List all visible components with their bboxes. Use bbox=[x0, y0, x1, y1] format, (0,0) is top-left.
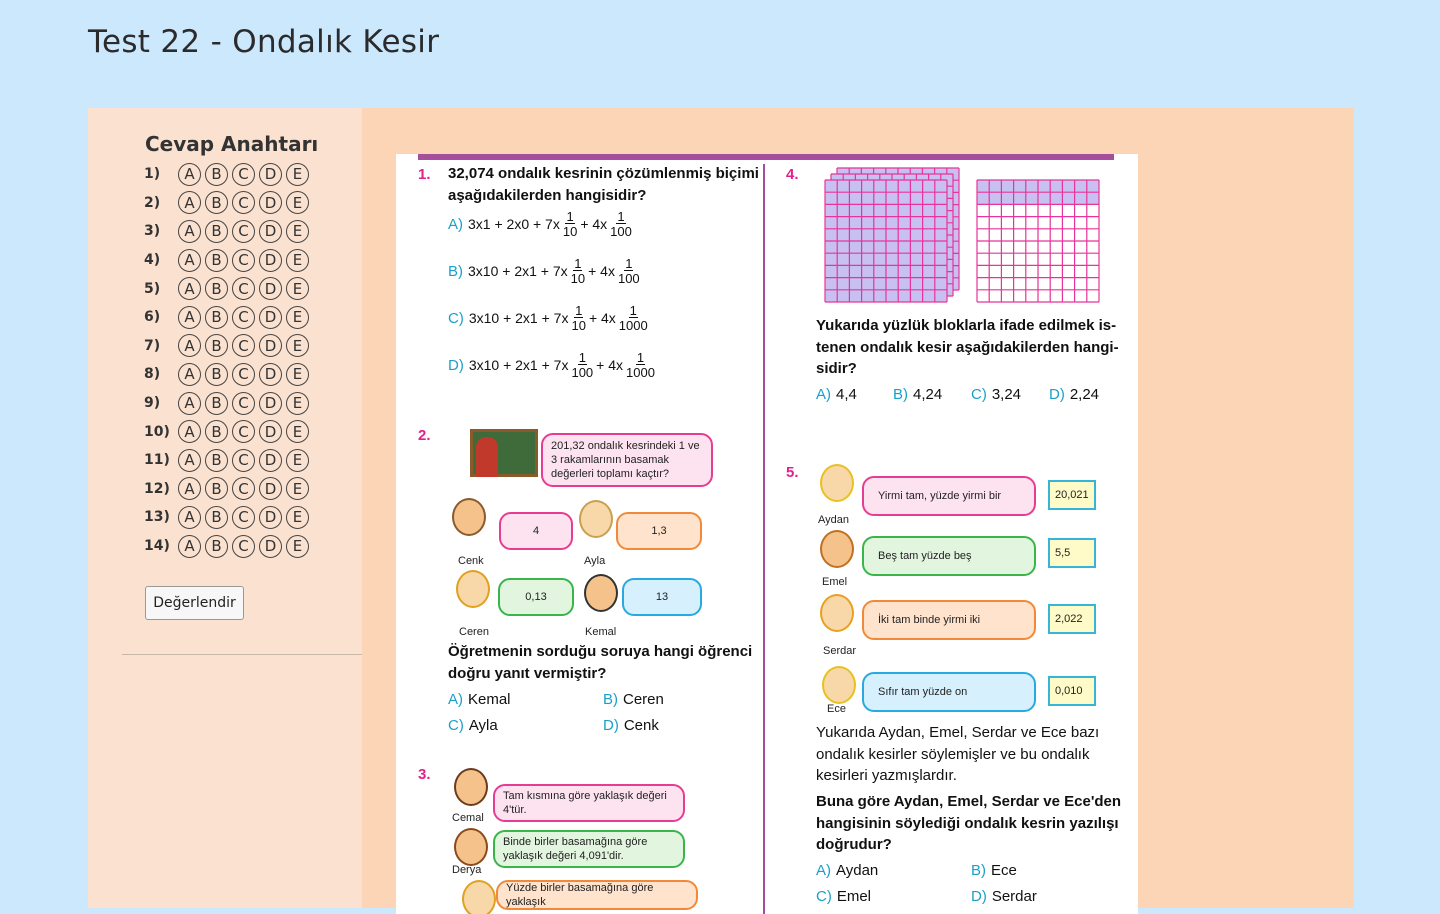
answer-row-number: 3) bbox=[144, 223, 161, 240]
question-1-choice-d: D) 3x10 + 2x1 + 7x $\frac{1}{100}$ + 4x $\frac{1}{1000}$ bbox=[448, 350, 655, 380]
test-sheet-image bbox=[396, 154, 1138, 914]
ece-face-icon bbox=[822, 666, 856, 704]
question-5-text-line-1: Buna göre Aydan, Emel, Serdar ve Ece'den bbox=[816, 793, 1122, 810]
answer-option-d[interactable]: D bbox=[259, 163, 282, 186]
answer-option-b[interactable]: B bbox=[205, 220, 228, 243]
question-2-text-line-2: doğru yanıt vermiştir? bbox=[448, 665, 607, 682]
question-1-number: 1. bbox=[418, 166, 431, 183]
ece-speech-bubble: Sıfır tam yüzde on bbox=[862, 672, 1036, 712]
sheet-top-bar bbox=[418, 154, 1114, 160]
question-1-text-line-1: 32,074 ondalık kesrinin çözümlenmiş biçimi bbox=[448, 165, 759, 182]
answer-row-number: 7) bbox=[144, 337, 161, 354]
answer-option-b[interactable]: B bbox=[205, 420, 228, 443]
answer-row bbox=[144, 274, 313, 303]
answer-row-number: 1) bbox=[144, 166, 161, 183]
answer-option-e[interactable]: E bbox=[286, 420, 309, 443]
serdar-face-icon bbox=[820, 594, 854, 632]
serdar-written-answer: 2,022 bbox=[1048, 604, 1096, 634]
third-person-face-icon bbox=[462, 880, 496, 914]
cemal-face-icon bbox=[454, 768, 488, 806]
question-5-text-line-3: doğrudur? bbox=[816, 836, 892, 853]
question-2-choice-c: C) Ayla bbox=[448, 717, 498, 734]
answer-row-number: 11) bbox=[144, 452, 170, 469]
question-2-text-line-1: Öğretmenin sorduğu soruya hangi öğrenci bbox=[448, 643, 753, 660]
answer-option-d[interactable]: D bbox=[259, 392, 282, 415]
question-2-choice-b: B) Ceren bbox=[603, 691, 664, 708]
answer-row-number: 6) bbox=[144, 309, 161, 326]
answer-option-b[interactable]: B bbox=[205, 477, 228, 500]
student-name-ceren: Ceren bbox=[459, 626, 489, 638]
answer-option-a[interactable]: A bbox=[178, 392, 201, 415]
answer-option-b[interactable]: B bbox=[205, 506, 228, 529]
cenk-face-icon bbox=[452, 498, 486, 536]
question-5-choice-b: B) Ece bbox=[971, 862, 1017, 879]
answer-option-d[interactable]: D bbox=[259, 334, 282, 357]
answer-option-e[interactable]: E bbox=[286, 449, 309, 472]
answer-option-b[interactable]: B bbox=[205, 277, 228, 300]
question-1-choice-c: C) 3x10 + 2x1 + 7x $\frac{1}{10}$ + 4x $\frac{1}{1000}$ bbox=[448, 303, 648, 333]
answer-option-e[interactable]: E bbox=[286, 163, 309, 186]
question-5-number: 5. bbox=[786, 464, 799, 481]
answer-row-number: 13) bbox=[144, 509, 170, 526]
answer-option-d[interactable]: D bbox=[259, 191, 282, 214]
answer-option-d[interactable]: D bbox=[259, 277, 282, 300]
answer-option-c[interactable]: C bbox=[232, 535, 255, 558]
question-1-choice-b: B) 3x10 + 2x1 + 7x $\frac{1}{10}$ + 4x $\frac{1}{100}$ bbox=[448, 256, 640, 286]
answer-option-a[interactable]: A bbox=[178, 363, 201, 386]
answer-option-b[interactable]: B bbox=[205, 249, 228, 272]
question-4-text-line-2: tenen ondalık kesir aşağıdakilerden hangi- bbox=[816, 339, 1119, 356]
answer-row bbox=[144, 417, 313, 446]
answer-option-b[interactable]: B bbox=[205, 191, 228, 214]
answer-option-d[interactable]: D bbox=[259, 420, 282, 443]
person-name-aydan: Aydan bbox=[818, 514, 849, 526]
answer-option-b[interactable]: B bbox=[205, 392, 228, 415]
answer-option-e[interactable]: E bbox=[286, 191, 309, 214]
answer-row-number: 12) bbox=[144, 480, 170, 497]
answer-option-e[interactable]: E bbox=[286, 334, 309, 357]
question-3-number: 3. bbox=[418, 766, 431, 783]
answer-option-a[interactable]: A bbox=[178, 277, 201, 300]
question-5-description-line-1: Yukarıda Aydan, Emel, Serdar ve Ece bazı bbox=[816, 724, 1100, 741]
teacher-speech-bubble: 201,32 ondalık kesrindeki 1 ve 3 rakamlarının basamak değerleri toplamı kaçtır? bbox=[541, 433, 713, 487]
serdar-speech-bubble: İki tam binde yirmi iki bbox=[862, 600, 1036, 640]
teacher-illustration bbox=[476, 437, 498, 477]
answer-option-d[interactable]: D bbox=[259, 477, 282, 500]
emel-written-answer: 5,5 bbox=[1048, 538, 1096, 568]
answer-option-b[interactable]: B bbox=[205, 306, 228, 329]
aydan-speech-bubble: Yirmi tam, yüzde yirmi bir bbox=[862, 476, 1036, 516]
answer-option-d[interactable]: D bbox=[259, 506, 282, 529]
answer-key-panel bbox=[88, 108, 362, 908]
answer-option-d[interactable]: D bbox=[259, 535, 282, 558]
answer-option-e[interactable]: E bbox=[286, 392, 309, 415]
question-1-choice-a: A) 3x1 + 2x0 + 7x $\frac{1}{10}$ + 4x $\frac{1}{100}$ bbox=[448, 209, 632, 239]
answer-option-c[interactable]: C bbox=[232, 277, 255, 300]
question-5-text-line-2: hangisinin söylediği ondalık kesrin yazılışı bbox=[816, 815, 1119, 832]
answer-row-number: 2) bbox=[144, 194, 161, 211]
answer-row-number: 9) bbox=[144, 395, 161, 412]
answer-option-e[interactable]: E bbox=[286, 506, 309, 529]
main-panel bbox=[88, 108, 1354, 908]
answer-option-a[interactable]: A bbox=[178, 449, 201, 472]
question-5-choice-c: C) Emel bbox=[816, 888, 872, 905]
person-name-ece: Ece bbox=[827, 703, 846, 715]
answer-row bbox=[144, 246, 313, 275]
answer-option-a[interactable]: A bbox=[178, 420, 201, 443]
answer-option-c[interactable]: C bbox=[232, 477, 255, 500]
question-4-choice-a: A) 4,4 bbox=[816, 386, 857, 403]
answer-key-title: Cevap Anahtarı bbox=[145, 132, 319, 156]
page-title: Test 22 - Ondalık Kesir bbox=[88, 24, 440, 60]
cemal-speech-bubble: Tam kısmına göre yaklaşık değeri 4'tür. bbox=[493, 784, 685, 822]
answer-option-c[interactable]: C bbox=[232, 163, 255, 186]
answer-option-e[interactable]: E bbox=[286, 306, 309, 329]
answer-row bbox=[144, 189, 313, 218]
person-name-derya: Derya bbox=[452, 864, 482, 876]
answer-option-a[interactable]: A bbox=[178, 306, 201, 329]
answer-option-d[interactable]: D bbox=[259, 220, 282, 243]
student-name-cenk: Cenk bbox=[458, 555, 484, 567]
kemal-face-icon bbox=[584, 574, 618, 612]
derya-speech-bubble: Binde birler basamağına göre yaklaşık değeri 4,091'dir. bbox=[493, 830, 685, 868]
question-4-text-line-1: Yukarıda yüzlük bloklarla ifade edilmek is- bbox=[816, 317, 1117, 334]
answer-option-b[interactable]: B bbox=[205, 449, 228, 472]
answer-option-a[interactable]: A bbox=[178, 191, 201, 214]
answer-option-b[interactable]: B bbox=[205, 363, 228, 386]
cenk-answer-bubble: 4 bbox=[499, 512, 573, 550]
answer-option-c[interactable]: C bbox=[232, 191, 255, 214]
answer-option-c[interactable]: C bbox=[232, 306, 255, 329]
answer-option-b[interactable]: B bbox=[205, 163, 228, 186]
aydan-written-answer: 20,021 bbox=[1048, 480, 1096, 510]
question-1-text-line-2: aşağıdakilerden hangisidir? bbox=[448, 187, 647, 204]
answer-option-e[interactable]: E bbox=[286, 220, 309, 243]
answer-option-e[interactable]: E bbox=[286, 249, 309, 272]
emel-speech-bubble: Beş tam yüzde beş bbox=[862, 536, 1036, 576]
answer-option-c[interactable]: C bbox=[232, 506, 255, 529]
answer-row bbox=[144, 217, 313, 246]
answer-row bbox=[144, 332, 313, 361]
question-4-choice-c: C) 3,24 bbox=[971, 386, 1022, 403]
student-name-kemal: Kemal bbox=[585, 626, 617, 638]
answer-key-list bbox=[144, 160, 313, 560]
answer-option-a[interactable]: A bbox=[178, 477, 201, 500]
answer-option-d[interactable]: D bbox=[259, 363, 282, 386]
question-5-choice-a: A) Aydan bbox=[816, 862, 879, 879]
answer-option-c[interactable]: C bbox=[232, 420, 255, 443]
answer-row bbox=[144, 389, 313, 418]
question-5-description-line-3: kesirleri yazmışlardır. bbox=[816, 767, 957, 784]
person-name-emel: Emel bbox=[822, 576, 848, 588]
answer-row bbox=[144, 503, 313, 532]
answer-row bbox=[144, 160, 313, 189]
answer-option-a[interactable]: A bbox=[178, 334, 201, 357]
divider bbox=[122, 654, 362, 655]
question-2-choice-d: D) Cenk bbox=[603, 717, 659, 734]
answer-row-number: 4) bbox=[144, 252, 161, 269]
answer-row bbox=[144, 360, 313, 389]
aydan-face-icon bbox=[820, 464, 854, 502]
answer-row bbox=[144, 446, 313, 475]
answer-option-e[interactable]: E bbox=[286, 363, 309, 386]
kemal-answer-bubble: 13 bbox=[622, 578, 702, 616]
answer-row-number: 8) bbox=[144, 366, 161, 383]
answer-option-c[interactable]: C bbox=[232, 334, 255, 357]
ece-written-answer: 0,010 bbox=[1048, 676, 1096, 706]
answer-option-d[interactable]: D bbox=[259, 249, 282, 272]
answer-row-number: 10) bbox=[144, 423, 170, 440]
student-name-ayla: Ayla bbox=[584, 555, 606, 567]
emel-face-icon bbox=[820, 530, 854, 568]
answer-option-b[interactable]: B bbox=[205, 535, 228, 558]
question-5-description-line-2: ondalık kesirler söylemişler ve bu ondalık bbox=[816, 746, 1090, 763]
ayla-answer-bubble: 1,3 bbox=[616, 512, 702, 550]
answer-option-e[interactable]: E bbox=[286, 535, 309, 558]
answer-option-d[interactable]: D bbox=[259, 306, 282, 329]
question-2-number: 2. bbox=[418, 427, 431, 444]
answer-row-number: 14) bbox=[144, 538, 170, 555]
answer-row bbox=[144, 532, 313, 561]
answer-option-c[interactable]: C bbox=[232, 249, 255, 272]
derya-face-icon bbox=[454, 828, 488, 866]
answer-option-a[interactable]: A bbox=[178, 249, 201, 272]
answer-option-a[interactable]: A bbox=[178, 163, 201, 186]
question-4-choice-b: B) 4,24 bbox=[893, 386, 943, 403]
answer-option-d[interactable]: D bbox=[259, 449, 282, 472]
ceren-answer-bubble: 0,13 bbox=[498, 578, 574, 616]
hundred-block-grids-illustration bbox=[821, 164, 1111, 304]
answer-option-c[interactable]: C bbox=[232, 363, 255, 386]
person-name-serdar: Serdar bbox=[823, 645, 857, 657]
answer-option-c[interactable]: C bbox=[232, 220, 255, 243]
answer-row-number: 5) bbox=[144, 280, 161, 297]
ceren-face-icon bbox=[456, 570, 490, 608]
answer-option-c[interactable]: C bbox=[232, 392, 255, 415]
question-5-choice-d: D) Serdar bbox=[971, 888, 1037, 905]
question-4-choice-d: D) 2,24 bbox=[1049, 386, 1100, 403]
answer-option-b[interactable]: B bbox=[205, 334, 228, 357]
ayla-face-icon bbox=[579, 500, 613, 538]
answer-option-a[interactable]: A bbox=[178, 535, 201, 558]
question-4-number: 4. bbox=[786, 166, 799, 183]
question-4-text-line-3: sidir? bbox=[816, 360, 857, 377]
evaluate-button[interactable]: Değerlendir bbox=[145, 586, 244, 620]
answer-option-e[interactable]: E bbox=[286, 477, 309, 500]
answer-row bbox=[144, 475, 313, 504]
answer-option-a[interactable]: A bbox=[178, 220, 201, 243]
sheet-column-divider bbox=[763, 164, 765, 914]
answer-option-c[interactable]: C bbox=[232, 449, 255, 472]
person-name-cemal: Cemal bbox=[452, 812, 484, 824]
answer-row bbox=[144, 303, 313, 332]
answer-option-a[interactable]: A bbox=[178, 506, 201, 529]
third-person-speech-bubble: Yüzde birler basamağına göre yaklaşık bbox=[496, 880, 698, 910]
question-2-choice-a: A) Kemal bbox=[448, 691, 511, 708]
answer-option-e[interactable]: E bbox=[286, 277, 309, 300]
